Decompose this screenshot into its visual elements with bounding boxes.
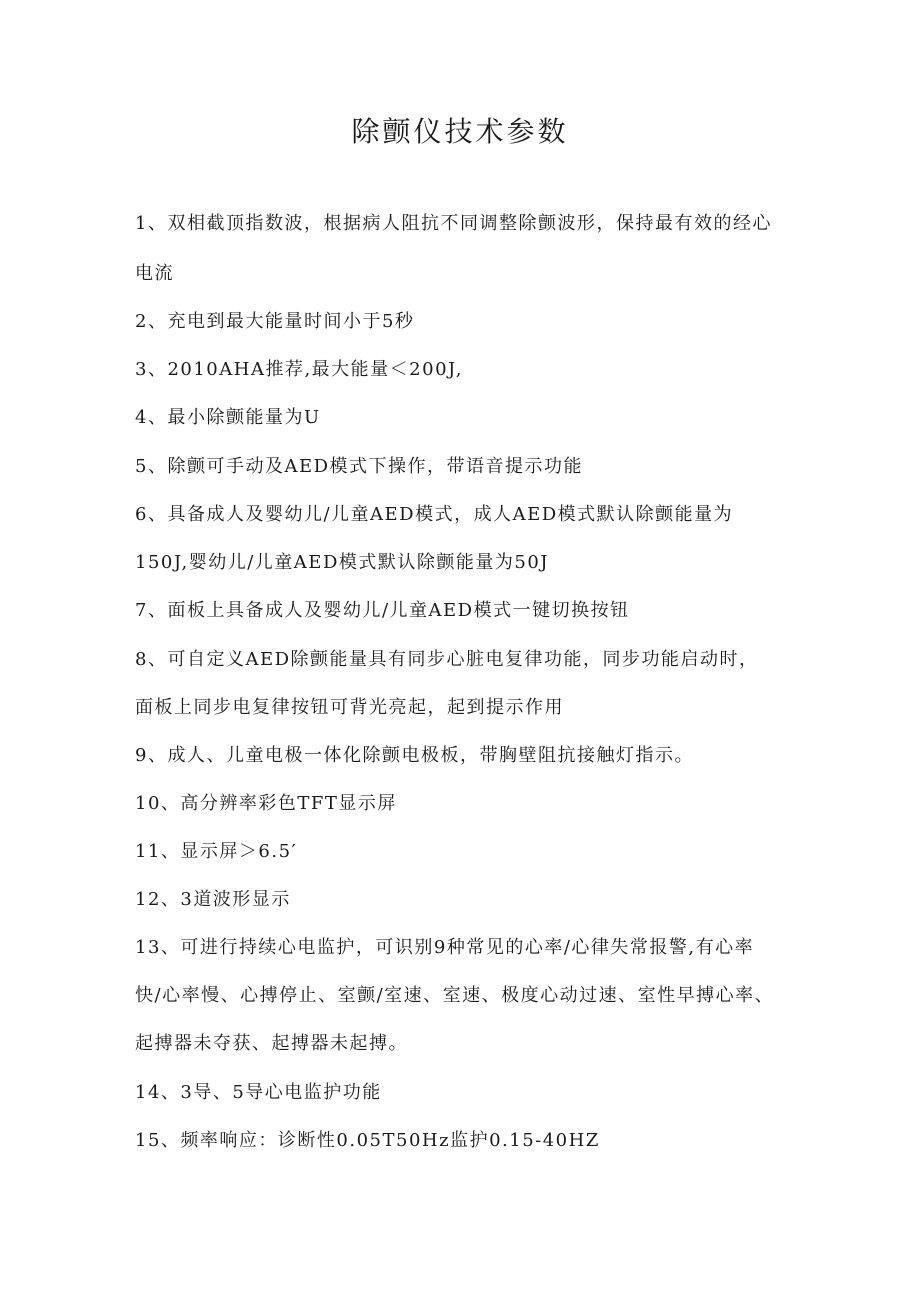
spec-item-9: 9、成人、儿童电极一体化除颤电极板，带胸壁阻抗接触灯指示。 <box>135 745 694 766</box>
spec-item-8: 8、可自定义AED除颤能量具有同步心脏电复律功能，同步功能启动时， <box>135 649 759 670</box>
spec-item-13-cont-2: 起搏器未夺获、起搏器未起搏。 <box>135 1033 408 1054</box>
page-title: 除颤仪技术参数 <box>351 115 569 148</box>
spec-item-8-cont: 面板上同步电复律按钮可背光亮起，起到提示作用 <box>135 697 564 718</box>
spec-item-11: 11、显示屏＞6.5′ <box>135 841 298 862</box>
spec-item-12: 12、3道波形显示 <box>135 889 291 910</box>
spec-item-6-cont: 150J,婴幼儿/儿童AED模式默认除颤能量为50J <box>135 552 549 573</box>
spec-item-1-cont: 电流 <box>135 263 174 284</box>
spec-item-3: 3、2010AHA推荐,最大能量＜200J, <box>135 359 463 380</box>
spec-item-2: 2、充电到最大能量时间小于5秒 <box>135 311 415 332</box>
spec-item-10: 10、高分辨率彩色TFT显示屏 <box>135 793 397 814</box>
spec-item-14: 14、3导、5导心电监护功能 <box>135 1082 382 1103</box>
spec-item-6: 6、具备成人及婴幼儿/儿童AED模式，成人AED模式默认除颤能量为 <box>135 504 734 525</box>
spec-item-15: 15、频率响应：诊断性0.05T50Hz监护0.15-40HZ <box>135 1130 600 1151</box>
spec-item-4: 4、最小除颤能量为U <box>135 407 321 428</box>
spec-item-1: 1、双相截顶指数波，根据病人阻抗不同调整除颤波形，保持最有效的经心 <box>135 213 772 234</box>
spec-item-13-cont-1: 快/心率慢、心搏停止、室颤/室速、室速、极度心动过速、室性早搏心率、 <box>135 985 775 1006</box>
spec-item-7: 7、面板上具备成人及婴幼儿/儿童AED模式一键切换按钮 <box>135 600 630 621</box>
spec-item-13: 13、可进行持续心电监护，可识别9种常见的心率/心律失常报警,有心率 <box>135 937 755 958</box>
spec-item-5: 5、除颤可手动及AED模式下操作，带语音提示功能 <box>135 456 584 477</box>
